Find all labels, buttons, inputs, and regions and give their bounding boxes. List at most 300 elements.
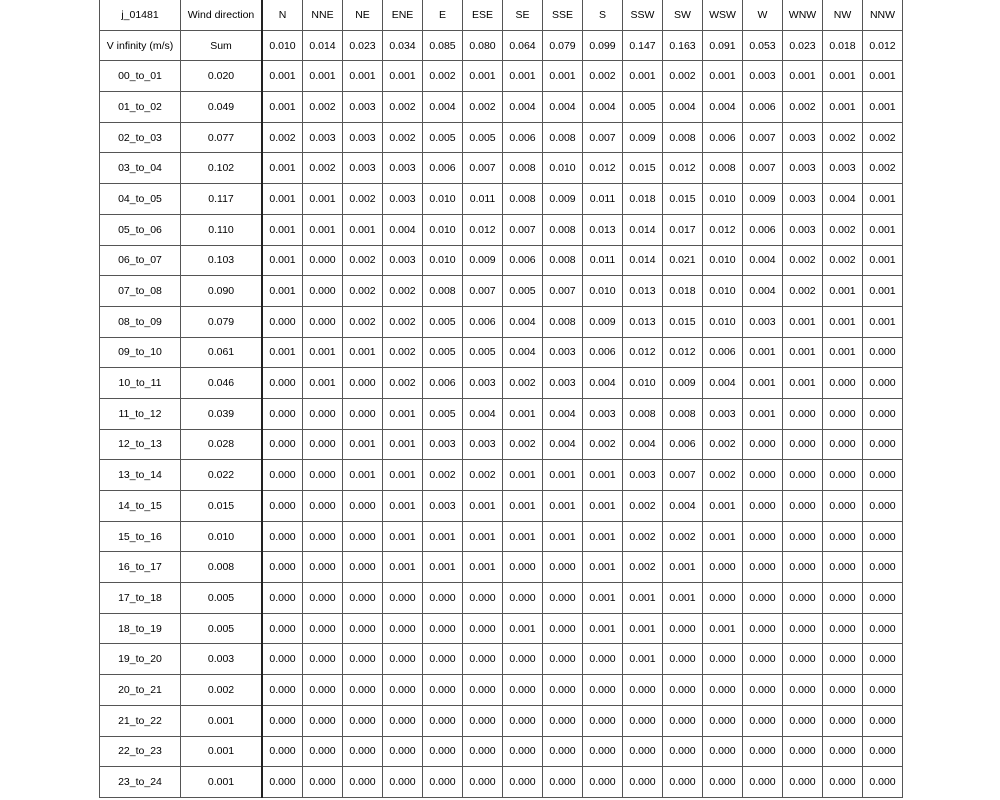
frequency-cell: 0.000: [463, 675, 503, 706]
speed-bin-label: 03_to_04: [100, 153, 181, 184]
frequency-cell: 0.001: [543, 460, 583, 491]
frequency-cell: 0.000: [783, 398, 823, 429]
frequency-cell: 0.000: [423, 613, 463, 644]
frequency-cell: 0.001: [383, 61, 423, 92]
frequency-cell: 0.002: [383, 92, 423, 123]
frequency-cell: 0.000: [303, 429, 343, 460]
speed-bin-label: 07_to_08: [100, 276, 181, 307]
speed-bin-label: 06_to_07: [100, 245, 181, 276]
frequency-cell: 0.000: [703, 705, 743, 736]
frequency-cell: 0.001: [383, 429, 423, 460]
frequency-cell: 0.001: [503, 491, 543, 522]
frequency-cell: 0.001: [503, 613, 543, 644]
frequency-cell: 0.002: [863, 153, 903, 184]
frequency-cell: 0.000: [303, 644, 343, 675]
table-row: [100, 184, 903, 215]
direction-total: 0.080: [463, 30, 503, 61]
speed-bin-label: 13_to_14: [100, 460, 181, 491]
row-sum: 0.005: [181, 613, 263, 644]
frequency-cell: 0.012: [623, 337, 663, 368]
frequency-cell: 0.000: [463, 767, 503, 798]
frequency-cell: 0.000: [303, 675, 343, 706]
direction-header: S: [583, 0, 623, 30]
frequency-cell: 0.000: [743, 552, 783, 583]
frequency-cell: 0.003: [783, 122, 823, 153]
frequency-cell: 0.013: [623, 306, 663, 337]
direction-total: 0.163: [663, 30, 703, 61]
frequency-cell: 0.000: [823, 644, 863, 675]
frequency-cell: 0.000: [863, 521, 903, 552]
frequency-cell: 0.000: [423, 736, 463, 767]
frequency-cell: 0.001: [543, 61, 583, 92]
frequency-cell: 0.000: [303, 736, 343, 767]
frequency-cell: 0.010: [423, 214, 463, 245]
frequency-cell: 0.001: [783, 368, 823, 399]
frequency-cell: 0.000: [383, 675, 423, 706]
frequency-cell: 0.001: [783, 306, 823, 337]
frequency-cell: 0.008: [503, 184, 543, 215]
frequency-cell: 0.007: [743, 122, 783, 153]
frequency-cell: 0.000: [262, 491, 303, 522]
frequency-cell: 0.001: [583, 491, 623, 522]
frequency-cell: 0.014: [623, 245, 663, 276]
frequency-cell: 0.018: [663, 276, 703, 307]
table-row: [100, 245, 903, 276]
speed-bin-label: 21_to_22: [100, 705, 181, 736]
frequency-cell: 0.012: [583, 153, 623, 184]
table-row: [100, 337, 903, 368]
frequency-cell: 0.000: [783, 767, 823, 798]
frequency-cell: 0.000: [303, 491, 343, 522]
frequency-cell: 0.001: [423, 552, 463, 583]
frequency-cell: 0.010: [703, 306, 743, 337]
frequency-cell: 0.000: [663, 736, 703, 767]
frequency-cell: 0.000: [663, 675, 703, 706]
frequency-cell: 0.002: [823, 245, 863, 276]
frequency-cell: 0.000: [863, 491, 903, 522]
frequency-cell: 0.010: [543, 153, 583, 184]
frequency-cell: 0.000: [303, 276, 343, 307]
frequency-cell: 0.004: [583, 92, 623, 123]
speed-bin-label: 22_to_23: [100, 736, 181, 767]
frequency-cell: 0.002: [383, 337, 423, 368]
frequency-cell: 0.000: [823, 705, 863, 736]
frequency-cell: 0.000: [783, 491, 823, 522]
direction-total: 0.012: [863, 30, 903, 61]
frequency-cell: 0.006: [743, 92, 783, 123]
frequency-cell: 0.005: [463, 337, 503, 368]
row-sum: 0.001: [181, 767, 263, 798]
frequency-cell: 0.002: [383, 122, 423, 153]
frequency-cell: 0.001: [503, 460, 543, 491]
frequency-cell: 0.000: [663, 767, 703, 798]
frequency-cell: 0.000: [303, 767, 343, 798]
frequency-cell: 0.010: [423, 245, 463, 276]
frequency-cell: 0.001: [303, 214, 343, 245]
frequency-cell: 0.000: [303, 460, 343, 491]
frequency-cell: 0.000: [262, 736, 303, 767]
frequency-cell: 0.000: [303, 552, 343, 583]
frequency-cell: 0.001: [623, 61, 663, 92]
frequency-cell: 0.000: [623, 736, 663, 767]
frequency-cell: 0.000: [623, 767, 663, 798]
frequency-cell: 0.010: [623, 368, 663, 399]
frequency-cell: 0.005: [423, 337, 463, 368]
frequency-cell: 0.001: [783, 337, 823, 368]
frequency-cell: 0.000: [463, 736, 503, 767]
table-row: [100, 368, 903, 399]
frequency-cell: 0.000: [543, 583, 583, 614]
frequency-cell: 0.001: [262, 92, 303, 123]
frequency-cell: 0.010: [583, 276, 623, 307]
frequency-cell: 0.001: [663, 552, 703, 583]
row-sum: 0.049: [181, 92, 263, 123]
speed-bin-label: 04_to_05: [100, 184, 181, 215]
frequency-cell: 0.000: [783, 460, 823, 491]
frequency-cell: 0.007: [743, 153, 783, 184]
frequency-cell: 0.004: [503, 306, 543, 337]
direction-total: 0.079: [543, 30, 583, 61]
frequency-cell: 0.000: [463, 644, 503, 675]
frequency-cell: 0.001: [623, 644, 663, 675]
frequency-cell: 0.001: [703, 521, 743, 552]
frequency-cell: 0.000: [262, 705, 303, 736]
table-row: [100, 214, 903, 245]
frequency-cell: 0.001: [383, 398, 423, 429]
frequency-cell: 0.015: [663, 306, 703, 337]
direction-header: NNW: [863, 0, 903, 30]
frequency-cell: 0.004: [383, 214, 423, 245]
speed-bin-label: 08_to_09: [100, 306, 181, 337]
frequency-cell: 0.001: [262, 214, 303, 245]
direction-header: SW: [663, 0, 703, 30]
table-body: [100, 0, 903, 797]
frequency-cell: 0.001: [743, 337, 783, 368]
frequency-cell: 0.001: [262, 245, 303, 276]
frequency-cell: 0.012: [463, 214, 503, 245]
frequency-cell: 0.000: [583, 644, 623, 675]
frequency-cell: 0.007: [463, 153, 503, 184]
speed-bin-label: 02_to_03: [100, 122, 181, 153]
direction-total: 0.018: [823, 30, 863, 61]
frequency-cell: 0.003: [743, 306, 783, 337]
direction-header: E: [423, 0, 463, 30]
frequency-cell: 0.005: [623, 92, 663, 123]
frequency-cell: 0.001: [863, 184, 903, 215]
frequency-cell: 0.000: [262, 552, 303, 583]
frequency-cell: 0.006: [503, 245, 543, 276]
row-sum: 0.117: [181, 184, 263, 215]
frequency-cell: 0.000: [383, 705, 423, 736]
row-sum: 0.008: [181, 552, 263, 583]
frequency-cell: 0.002: [823, 214, 863, 245]
frequency-cell: 0.002: [423, 61, 463, 92]
table-row: [100, 675, 903, 706]
frequency-cell: 0.013: [623, 276, 663, 307]
frequency-cell: 0.003: [383, 184, 423, 215]
frequency-cell: 0.001: [863, 306, 903, 337]
wind-frequency-table: [99, 0, 903, 798]
table-row: [100, 491, 903, 522]
frequency-cell: 0.003: [783, 184, 823, 215]
speed-bin-label: 16_to_17: [100, 552, 181, 583]
frequency-cell: 0.002: [463, 460, 503, 491]
frequency-cell: 0.001: [503, 398, 543, 429]
frequency-cell: 0.000: [663, 613, 703, 644]
frequency-cell: 0.001: [503, 61, 543, 92]
frequency-cell: 0.000: [783, 736, 823, 767]
speed-bin-label: 15_to_16: [100, 521, 181, 552]
frequency-cell: 0.011: [583, 245, 623, 276]
table-row: [100, 767, 903, 798]
frequency-cell: 0.000: [823, 552, 863, 583]
frequency-cell: 0.000: [503, 675, 543, 706]
direction-header: ESE: [463, 0, 503, 30]
corner-label: j_01481: [100, 0, 181, 30]
frequency-cell: 0.005: [423, 122, 463, 153]
row-sum: 0.110: [181, 214, 263, 245]
frequency-cell: 0.002: [783, 276, 823, 307]
frequency-cell: 0.000: [343, 675, 383, 706]
frequency-cell: 0.000: [823, 398, 863, 429]
frequency-cell: 0.002: [463, 92, 503, 123]
frequency-cell: 0.001: [863, 214, 903, 245]
frequency-cell: 0.001: [543, 491, 583, 522]
direction-header: SE: [503, 0, 543, 30]
frequency-cell: 0.000: [743, 675, 783, 706]
frequency-cell: 0.000: [823, 736, 863, 767]
frequency-cell: 0.000: [823, 429, 863, 460]
frequency-cell: 0.001: [383, 460, 423, 491]
frequency-cell: 0.009: [663, 368, 703, 399]
speed-bin-label: 01_to_02: [100, 92, 181, 123]
frequency-cell: 0.000: [262, 644, 303, 675]
direction-total: 0.010: [262, 30, 303, 61]
frequency-cell: 0.000: [783, 552, 823, 583]
frequency-cell: 0.001: [823, 337, 863, 368]
frequency-cell: 0.004: [543, 429, 583, 460]
frequency-cell: 0.001: [463, 552, 503, 583]
frequency-cell: 0.000: [583, 705, 623, 736]
speed-bin-label: 09_to_10: [100, 337, 181, 368]
frequency-cell: 0.015: [663, 184, 703, 215]
speed-bin-label: 12_to_13: [100, 429, 181, 460]
frequency-cell: 0.007: [663, 460, 703, 491]
table-row: [100, 153, 903, 184]
frequency-cell: 0.000: [863, 398, 903, 429]
frequency-cell: 0.000: [262, 767, 303, 798]
frequency-cell: 0.000: [262, 429, 303, 460]
frequency-cell: 0.007: [543, 276, 583, 307]
speed-bin-label: 14_to_15: [100, 491, 181, 522]
speed-bin-label: 11_to_12: [100, 398, 181, 429]
row-sum: 0.015: [181, 491, 263, 522]
frequency-cell: 0.000: [823, 613, 863, 644]
frequency-cell: 0.008: [543, 214, 583, 245]
row-sum: 0.046: [181, 368, 263, 399]
table-row: [100, 583, 903, 614]
frequency-cell: 0.001: [583, 521, 623, 552]
frequency-cell: 0.002: [823, 122, 863, 153]
frequency-cell: 0.000: [543, 644, 583, 675]
direction-total: 0.091: [703, 30, 743, 61]
frequency-cell: 0.000: [303, 521, 343, 552]
frequency-cell: 0.002: [423, 460, 463, 491]
frequency-cell: 0.002: [343, 276, 383, 307]
frequency-cell: 0.001: [262, 337, 303, 368]
frequency-cell: 0.000: [383, 644, 423, 675]
frequency-cell: 0.001: [503, 521, 543, 552]
frequency-cell: 0.000: [383, 736, 423, 767]
frequency-cell: 0.001: [383, 521, 423, 552]
frequency-cell: 0.004: [703, 368, 743, 399]
frequency-cell: 0.000: [303, 398, 343, 429]
frequency-cell: 0.000: [423, 583, 463, 614]
frequency-cell: 0.000: [423, 705, 463, 736]
frequency-cell: 0.001: [583, 460, 623, 491]
row-sum: 0.022: [181, 460, 263, 491]
frequency-cell: 0.006: [663, 429, 703, 460]
frequency-cell: 0.009: [583, 306, 623, 337]
frequency-cell: 0.003: [423, 491, 463, 522]
frequency-cell: 0.005: [503, 276, 543, 307]
direction-total: 0.023: [343, 30, 383, 61]
frequency-cell: 0.001: [343, 61, 383, 92]
row-sum: 0.079: [181, 306, 263, 337]
frequency-cell: 0.000: [863, 337, 903, 368]
direction-header: WSW: [703, 0, 743, 30]
frequency-cell: 0.008: [663, 398, 703, 429]
frequency-cell: 0.002: [503, 429, 543, 460]
frequency-cell: 0.000: [703, 736, 743, 767]
frequency-cell: 0.013: [583, 214, 623, 245]
frequency-cell: 0.000: [743, 491, 783, 522]
frequency-cell: 0.001: [262, 276, 303, 307]
row-sum: 0.090: [181, 276, 263, 307]
frequency-cell: 0.000: [703, 767, 743, 798]
frequency-cell: 0.000: [503, 552, 543, 583]
frequency-cell: 0.000: [303, 583, 343, 614]
frequency-cell: 0.001: [262, 153, 303, 184]
frequency-cell: 0.000: [823, 675, 863, 706]
frequency-cell: 0.002: [262, 122, 303, 153]
frequency-cell: 0.001: [383, 552, 423, 583]
frequency-cell: 0.000: [663, 644, 703, 675]
speed-bin-label: 17_to_18: [100, 583, 181, 614]
frequency-cell: 0.000: [262, 398, 303, 429]
row-sum: 0.077: [181, 122, 263, 153]
frequency-cell: 0.008: [503, 153, 543, 184]
frequency-cell: 0.000: [503, 705, 543, 736]
frequency-cell: 0.003: [823, 153, 863, 184]
frequency-cell: 0.001: [583, 613, 623, 644]
direction-total: 0.064: [503, 30, 543, 61]
frequency-cell: 0.000: [863, 705, 903, 736]
frequency-cell: 0.003: [783, 153, 823, 184]
row-sum: 0.102: [181, 153, 263, 184]
frequency-cell: 0.000: [743, 644, 783, 675]
frequency-cell: 0.000: [343, 398, 383, 429]
frequency-cell: 0.001: [823, 61, 863, 92]
frequency-cell: 0.000: [262, 460, 303, 491]
table-row: [100, 276, 903, 307]
frequency-cell: 0.001: [303, 184, 343, 215]
direction-total: 0.034: [383, 30, 423, 61]
frequency-cell: 0.008: [703, 153, 743, 184]
frequency-cell: 0.003: [743, 61, 783, 92]
sum-label: Sum: [181, 30, 263, 61]
frequency-cell: 0.006: [583, 337, 623, 368]
row-sum: 0.028: [181, 429, 263, 460]
frequency-cell: 0.000: [503, 644, 543, 675]
frequency-cell: 0.007: [583, 122, 623, 153]
frequency-cell: 0.001: [383, 491, 423, 522]
frequency-cell: 0.000: [262, 583, 303, 614]
frequency-cell: 0.010: [703, 276, 743, 307]
table-row: [100, 736, 903, 767]
speed-label: V infinity (m/s): [100, 30, 181, 61]
frequency-cell: 0.000: [823, 491, 863, 522]
frequency-cell: 0.000: [863, 583, 903, 614]
frequency-cell: 0.001: [303, 337, 343, 368]
frequency-cell: 0.000: [743, 521, 783, 552]
frequency-cell: 0.000: [823, 368, 863, 399]
frequency-cell: 0.000: [463, 583, 503, 614]
frequency-cell: 0.004: [623, 429, 663, 460]
frequency-cell: 0.001: [863, 276, 903, 307]
frequency-cell: 0.000: [863, 460, 903, 491]
frequency-cell: 0.002: [583, 61, 623, 92]
frequency-cell: 0.000: [663, 705, 703, 736]
frequency-cell: 0.007: [503, 214, 543, 245]
row-sum: 0.039: [181, 398, 263, 429]
frequency-cell: 0.000: [423, 767, 463, 798]
frequency-cell: 0.005: [423, 398, 463, 429]
frequency-cell: 0.009: [743, 184, 783, 215]
frequency-cell: 0.010: [703, 245, 743, 276]
frequency-cell: 0.001: [303, 368, 343, 399]
frequency-cell: 0.002: [623, 552, 663, 583]
frequency-cell: 0.002: [383, 368, 423, 399]
frequency-cell: 0.000: [303, 613, 343, 644]
frequency-cell: 0.003: [423, 429, 463, 460]
frequency-cell: 0.000: [383, 767, 423, 798]
direction-total: 0.085: [423, 30, 463, 61]
frequency-cell: 0.000: [303, 306, 343, 337]
direction-header: NNE: [303, 0, 343, 30]
frequency-cell: 0.002: [583, 429, 623, 460]
frequency-cell: 0.000: [503, 767, 543, 798]
table-row: [100, 613, 903, 644]
frequency-cell: 0.008: [623, 398, 663, 429]
frequency-cell: 0.001: [703, 613, 743, 644]
frequency-cell: 0.007: [463, 276, 503, 307]
frequency-cell: 0.000: [503, 736, 543, 767]
frequency-cell: 0.002: [623, 521, 663, 552]
frequency-cell: 0.002: [663, 61, 703, 92]
frequency-cell: 0.001: [823, 276, 863, 307]
header-row: [100, 0, 903, 30]
frequency-cell: 0.001: [583, 552, 623, 583]
table-row: [100, 552, 903, 583]
direction-header: SSE: [543, 0, 583, 30]
frequency-cell: 0.006: [703, 337, 743, 368]
frequency-cell: 0.000: [863, 736, 903, 767]
frequency-cell: 0.006: [503, 122, 543, 153]
frequency-cell: 0.000: [423, 644, 463, 675]
frequency-cell: 0.000: [343, 705, 383, 736]
frequency-cell: 0.002: [343, 306, 383, 337]
